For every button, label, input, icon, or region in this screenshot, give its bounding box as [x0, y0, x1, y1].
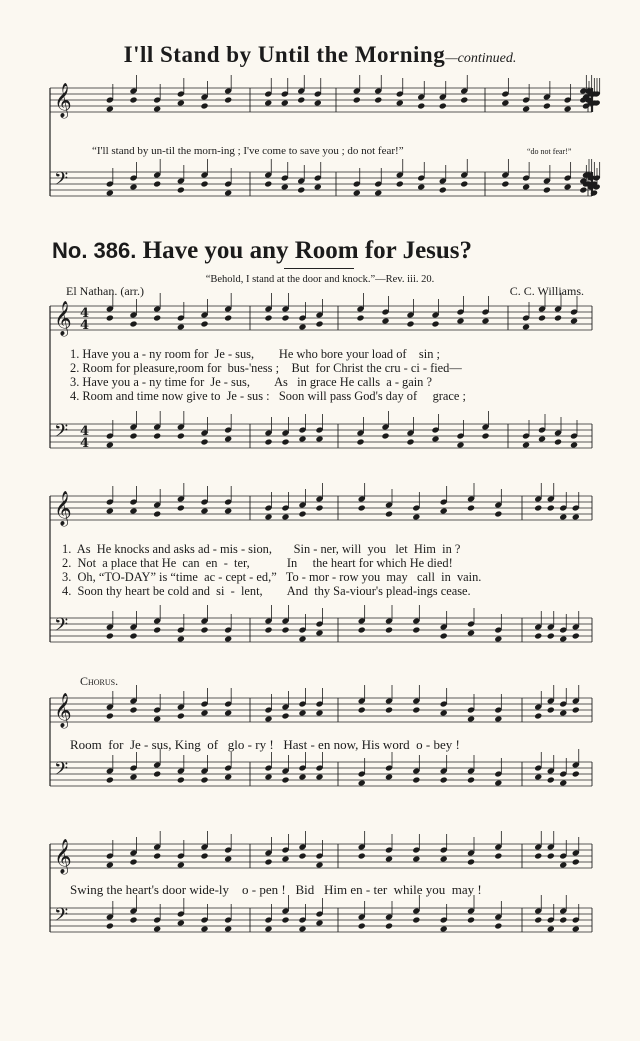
chorus-line: Room for Je - sus, King of glo - ry ! Hast - en now, His word o - bey !: [70, 737, 460, 752]
verse-line: 3. Have you a - ny time for Je - sus, As in grace He calls a - gain ?: [70, 375, 432, 389]
hymn-number: No. 386.: [52, 238, 137, 263]
hymn-title: [52, 237, 472, 265]
hymn-epigraph: “Behold, I stand at the door and knock.”—Rev. iii. 20.: [205, 274, 435, 285]
verse-line: 2. Not a place that He can en - ter, In the heart for which He died!: [62, 556, 453, 570]
svg-text:𝄢: 𝄢: [54, 905, 69, 930]
verse-line: 2. Room for pleasure,room for bus-'ness ; But for Christ the cru - ci - fied—: [70, 361, 462, 375]
svg-text:4: 4: [80, 318, 90, 333]
svg-text:𝄞: 𝄞: [54, 301, 72, 336]
lyricist-credit: El Nathan. (arr.): [66, 284, 144, 298]
svg-text:4: 4: [80, 436, 90, 451]
verse-line: 3. Oh, “TO-DAY” is “time ac - cept - ed,” To - mor - row you may call in vain.: [62, 570, 482, 584]
svg-text:𝄢: 𝄢: [54, 421, 69, 446]
svg-text:𝄢: 𝄢: [54, 759, 69, 784]
composer-credit: C. C. Williams.: [509, 284, 584, 298]
verse-line: 4. Soon thy heart be cold and si - lent, And thy Sa-viour's plead-ings cease.: [62, 584, 471, 598]
svg-text:4: 4: [80, 306, 90, 321]
svg-text:𝄢: 𝄢: [54, 615, 69, 640]
top-system-lyric: “I'll stand by un-til the morn-ing ; I've come to save you ; do not fear!”: [92, 145, 404, 157]
svg-text:𝄞: 𝄞: [54, 693, 72, 728]
chorus-label: Chorus.: [80, 674, 119, 688]
svg-text:𝄢: 𝄢: [54, 169, 69, 194]
verse-line: 1. Have you a - ny room for Je - sus, He who bore your load of sin ;: [70, 347, 440, 361]
header-continued: —continued.: [445, 51, 517, 66]
svg-text:𝄞: 𝄞: [54, 491, 72, 526]
verse-line: 1. As He knocks and asks ad - mis - sion, Sin - ner, will you let Him in ?: [62, 542, 461, 556]
svg-text:4: 4: [80, 424, 90, 439]
verse-line: 4. Room and time now give to Je - sus : Soon will pass God's day of grace ;: [70, 389, 466, 403]
title-rule: [284, 268, 354, 269]
svg-text:𝄞: 𝄞: [54, 839, 72, 874]
svg-text:𝄞: 𝄞: [54, 83, 72, 118]
top-system-lyric-end: “do not fear!”: [527, 147, 572, 156]
chorus-line: Swing the heart's door wide-ly o - pen ! Bid Him en - ter while you may !: [70, 882, 482, 897]
header-title-text: I'll Stand by Until the Morning: [123, 42, 446, 67]
hymn-title-text: Have you any Room for Jesus?: [142, 237, 473, 264]
